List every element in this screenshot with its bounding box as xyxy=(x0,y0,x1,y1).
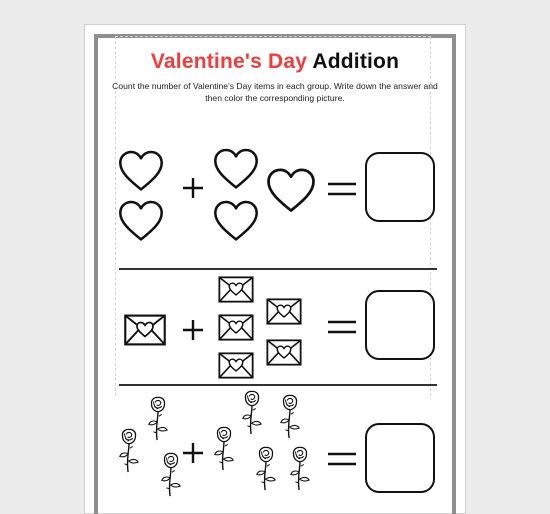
answer-box[interactable] xyxy=(365,152,435,222)
plus-icon xyxy=(181,441,205,465)
rose-icon xyxy=(255,446,277,492)
rose-icon xyxy=(213,426,235,472)
love-letter-icon xyxy=(218,314,254,341)
title-highlight: Valentine's Day xyxy=(150,50,308,73)
love-letter-icon xyxy=(218,352,254,379)
heart-icon xyxy=(266,168,316,213)
title-rest: Addition xyxy=(312,50,400,73)
row-divider xyxy=(119,384,437,386)
heart-icon xyxy=(213,148,259,190)
rose-icon xyxy=(279,394,301,440)
worksheet-title xyxy=(100,50,450,74)
plus-icon xyxy=(181,318,205,342)
instructions-text: Count the number of Valentine's Day items in each group. Write down the answer and then color the corresponding picture. xyxy=(112,81,438,103)
love-letter-icon xyxy=(218,276,254,303)
rose-icon xyxy=(118,428,140,474)
love-letter-icon xyxy=(266,298,302,325)
heart-icon xyxy=(118,200,164,242)
rose-icon xyxy=(241,390,263,436)
heart-icon xyxy=(118,150,164,192)
equals-icon xyxy=(327,180,357,198)
answer-box[interactable] xyxy=(365,290,435,360)
rose-icon xyxy=(147,396,169,442)
equals-icon xyxy=(327,318,357,336)
rose-icon xyxy=(160,452,182,498)
plus-icon xyxy=(181,176,205,200)
heart-icon xyxy=(213,200,259,242)
love-letter-icon xyxy=(123,314,167,346)
rose-icon xyxy=(289,446,311,492)
love-letter-icon xyxy=(266,339,302,366)
equals-icon xyxy=(327,450,357,468)
answer-box[interactable] xyxy=(365,423,435,493)
row-divider xyxy=(119,268,437,270)
